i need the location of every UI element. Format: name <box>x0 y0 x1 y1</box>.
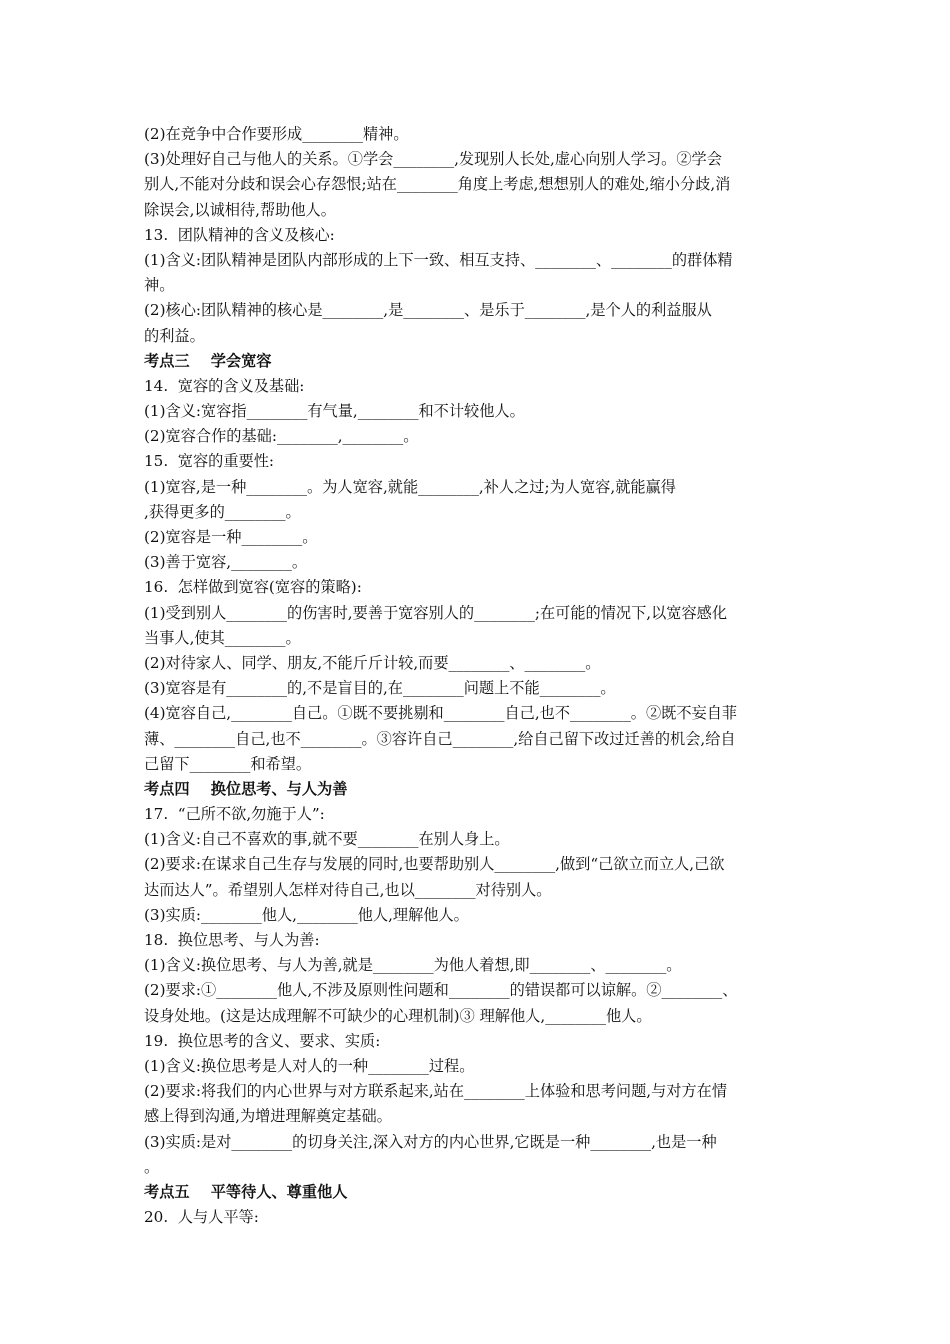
text-line: (2)宽容是一种________。 <box>144 528 318 546</box>
section-heading: 考点五 平等待人、尊重他人 <box>144 1182 348 1201</box>
text-line: (1)含义:自己不喜欢的事,就不要________在别人身上。 <box>144 830 510 849</box>
text-line: (2)要求:①________他人,不涉及原则性问题和________的错误都可以谅解。②________、 <box>144 981 738 1000</box>
text-line: (2)要求:将我们的内心世界与对方联系起来,站在________上体验和思考问题,与对方在情 <box>144 1082 728 1101</box>
text-line: 当事人,使其________。 <box>144 628 301 647</box>
text-line: (1)含义:团队精神是团队内部形成的上下一致、相互支持、________、________的群体精 <box>144 250 733 269</box>
text-line: 设身处地。(这是达成理解不可缺少的心理机制)③ 理解他人,________他人。 <box>144 1006 652 1025</box>
text-line: (3)实质:________他人,________他人,理解他人。 <box>144 905 469 924</box>
text-line: (1)含义:换位思考、与人为善,就是________为他人着想,即________、________。 <box>144 956 682 975</box>
text-line: (2)核心:团队精神的核心是________,是________、是乐于________,是个人的利益服从 <box>144 301 712 320</box>
text-line: (3)实质:是对________的切身关注,深入对方的内心世界,它既是一种________,也是一种 <box>144 1132 717 1151</box>
section-heading: 考点四 换位思考、与人为善 <box>144 779 348 798</box>
text-line: 19. 换位思考的含义、要求、实质: <box>144 1031 381 1050</box>
text-line: 达而达人”。希望别人怎样对待自己,也以________对待别人。 <box>144 880 552 899</box>
text-line: 感上得到沟通,为增进理解奠定基础。 <box>144 1107 392 1126</box>
text-line: 除误会,以诚相待,帮助他人。 <box>144 200 336 219</box>
text-line: (3)宽容是有________的,不是盲目的,在________问题上不能________。 <box>144 679 616 698</box>
text-line: (3)善于宽容,________。 <box>144 553 308 572</box>
text-line: 薄、________自己,也不________。③容许自己________,给自己留下改过迁善的机会,给自 <box>144 729 736 748</box>
text-line: (2)在竞争中合作要形成________精神。 <box>144 125 409 143</box>
text-line: (1)含义:宽容指________有气量,________和不计较他人。 <box>144 402 525 421</box>
text-line: (1)含义:换位思考是人对人的一种________过程。 <box>144 1056 475 1075</box>
text-line: 的利益。 <box>144 326 205 345</box>
text-line: 。 <box>144 1157 160 1176</box>
text-line: 15. 宽容的重要性: <box>144 452 275 471</box>
text-line: 13. 团队精神的含义及核心: <box>144 225 335 244</box>
text-line: 14. 宽容的含义及基础: <box>144 376 305 395</box>
text-line: (1)受到别人________的伤害时,要善于宽容别人的________;在可能的情况下,以宽容感化 <box>144 603 728 622</box>
text-line: (3)处理好自己与他人的关系。①学会________,发现别人长处,虚心向别人学习。②学会 <box>144 150 722 169</box>
text-line: 16. 怎样做到宽容(宽容的策略): <box>144 578 362 597</box>
text-line: 别人,不能对分歧和误会心存怨恨;站在________角度上考虑,想想别人的难处,缩小分歧,消 <box>144 175 731 194</box>
text-line: 己留下________和希望。 <box>144 754 312 773</box>
document-page <box>144 122 808 1230</box>
text-line: 18. 换位思考、与人为善: <box>144 931 320 949</box>
text-line: (2)要求:在谋求自己生存与发展的同时,也要帮助别人________,做到“己欲立而立人,己欲 <box>144 855 725 874</box>
text-line: 17. “己所不欲,勿施于人”: <box>144 805 325 824</box>
text-line: (2)宽容合作的基础:________,________。 <box>144 427 419 446</box>
text-line: 神。 <box>144 276 175 295</box>
text-line: (4)宽容自己,________自己。①既不要挑剔和________自己,也不________。②既不妄自菲 <box>144 704 738 723</box>
text-line: ,获得更多的________。 <box>144 502 301 521</box>
text-line: (2)对待家人、同学、朋友,不能斤斤计较,而要________、________。 <box>144 653 601 672</box>
section-heading: 考点三 学会宽容 <box>144 351 272 370</box>
text-line: (1)宽容,是一种________。为人宽容,就能________,补人之过;为人宽容,就能赢得 <box>144 477 676 496</box>
text-line: 20. 人与人平等: <box>144 1208 259 1227</box>
